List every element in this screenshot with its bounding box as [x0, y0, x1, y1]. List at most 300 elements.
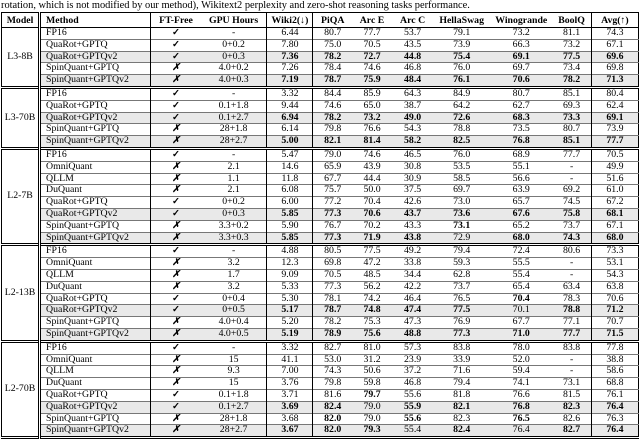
metric-value: 68.3: [490, 112, 552, 124]
model-group-label: L2-13B: [2, 245, 40, 341]
cross-icon: ✗: [151, 173, 201, 185]
gpu-hours-value: 0.1+1.8: [201, 389, 267, 401]
method-name: FP16: [40, 148, 151, 161]
table-row: [2, 293, 639, 305]
metric-value: 77.2: [313, 197, 352, 209]
metric-value: 43.5: [392, 39, 433, 51]
metric-value: 42.6: [392, 197, 433, 209]
cross-icon: ✗: [151, 161, 201, 173]
metric-value: 31.2: [352, 354, 392, 366]
check-icon: ✓: [151, 208, 201, 220]
gpu-hours-value: 0+0.4: [201, 293, 267, 305]
metric-value: 69.1: [591, 112, 638, 124]
gpu-hours-value: 0.1+1.8: [201, 100, 267, 112]
metric-value: 68.0: [591, 232, 638, 245]
metric-value: 69.7: [433, 185, 490, 197]
metric-value: 47.4: [392, 305, 433, 317]
gpu-hours-value: 4.0+0.5: [201, 328, 267, 341]
metric-value: 77.8: [606, 341, 624, 353]
column-header-arc-c: Arc C: [392, 13, 433, 28]
table-row: [2, 63, 639, 75]
metric-value: 78.7: [313, 305, 352, 317]
metric-value: 76.7: [313, 220, 352, 232]
metric-value: 68.9: [512, 148, 530, 160]
metric-value: 78.8: [552, 305, 591, 317]
metric-value: 34.4: [392, 269, 433, 281]
metric-value: 11.8: [267, 173, 313, 185]
metric-value: 62.4: [591, 100, 638, 112]
cross-icon: ✗: [151, 185, 201, 197]
table-row: [2, 75, 639, 88]
metric-value: 47.3: [392, 317, 433, 329]
check-icon: ✓: [172, 342, 180, 353]
metric-value: 69.8: [313, 258, 352, 270]
gpu-hours-value: 1.1: [201, 173, 267, 185]
model-group: [2, 148, 639, 244]
cross-icon: ✗: [151, 220, 201, 232]
metric-value: 50.6: [352, 366, 392, 378]
metric-value: 72.7: [352, 51, 392, 63]
metric-value: 78.8: [433, 124, 490, 136]
metric-value: 49.9: [591, 161, 638, 173]
metric-value: 63.4: [552, 281, 591, 293]
metric-value: 65.2: [490, 220, 552, 232]
metric-value: 59.4: [490, 366, 552, 378]
metric-value: 69.6: [591, 51, 638, 63]
metric-value: 3.76: [267, 378, 313, 390]
metric-value: 78.2: [313, 112, 352, 124]
table-row: [2, 100, 639, 112]
metric-value: 65.7: [490, 197, 552, 209]
table-row: [2, 328, 639, 341]
metric-value: 73.2: [352, 112, 392, 124]
metric-value: 75.8: [552, 208, 591, 220]
metric-value: 77.3: [313, 232, 352, 245]
metric-value: 76.9: [433, 317, 490, 329]
metric-value: 71.2: [591, 305, 638, 317]
gpu-hours-value: 1.7: [201, 269, 267, 281]
cross-icon: ✗: [151, 378, 201, 390]
metric-value: 43.7: [392, 208, 433, 220]
metric-value: 30.9: [392, 173, 433, 185]
metric-value: 63.9: [490, 185, 552, 197]
metric-value: 77.3: [313, 281, 352, 293]
method-name: QuaRot+GPTQv2: [40, 51, 151, 63]
method-name: SpinQuant+GPTQ: [40, 63, 151, 75]
method-name: QLLM: [40, 269, 151, 281]
metric-value: 79.0: [352, 413, 392, 425]
gpu-hours-value: 4.0+0.4: [201, 317, 267, 329]
model-group: [2, 28, 639, 88]
metric-value: 6.94: [267, 112, 313, 124]
metric-value: 79.8: [313, 378, 352, 390]
metric-value: 78.2: [552, 75, 591, 88]
table-row: [2, 28, 639, 40]
metric-value: 58.2: [392, 136, 433, 149]
method-name: DuQuant: [40, 185, 151, 197]
metric-value: 65.0: [352, 100, 392, 112]
metric-value: 79.7: [352, 389, 392, 401]
gpu-hours-value: 28+1.8: [201, 413, 267, 425]
table-row: [2, 389, 639, 401]
cross-icon: ✗: [151, 317, 201, 329]
metric-value: 5.47: [267, 148, 313, 161]
metric-value: 80.5: [324, 245, 342, 257]
metric-value: 73.1: [433, 220, 490, 232]
metric-value: 73.7: [433, 281, 490, 293]
metric-value: 5.20: [267, 317, 313, 329]
metric-value: 77.7: [591, 136, 638, 149]
gpu-hours-value: 3.3+0.3: [201, 232, 267, 245]
metric-value: 62.7: [490, 100, 552, 112]
metric-value: 12.3: [267, 258, 313, 270]
metric-value: 69.7: [490, 63, 552, 75]
column-header-hellaswag: HellaSwag: [433, 13, 490, 28]
metric-value: 80.7: [324, 27, 342, 38]
metric-value: 68.0: [490, 232, 552, 245]
metric-value: 75.9: [352, 75, 392, 88]
metric-value: 67.6: [490, 208, 552, 220]
check-icon: ✓: [151, 51, 201, 63]
metric-value: 82.4: [433, 425, 490, 438]
metric-value: 77.5: [433, 305, 490, 317]
metric-value: -: [552, 161, 591, 173]
method-name: SpinQuant+GPTQv2: [40, 232, 151, 245]
metric-value: 82.0: [313, 425, 352, 438]
model-group-label: L2-7B: [2, 148, 40, 244]
method-name: QuaRot+GPTQ: [40, 389, 151, 401]
metric-value: 55.5: [490, 258, 552, 270]
table-row: [2, 354, 639, 366]
metric-value: 38.7: [392, 100, 433, 112]
metric-value: 9.09: [267, 269, 313, 281]
metric-value: 33.9: [433, 354, 490, 366]
metric-value: 3.71: [267, 389, 313, 401]
method-name: QLLM: [40, 366, 151, 378]
metric-value: 56.2: [352, 281, 392, 293]
metric-value: 73.5: [490, 124, 552, 136]
metric-value: 73.9: [433, 39, 490, 51]
metric-value: 70.2: [352, 220, 392, 232]
metric-value: 81.6: [313, 389, 352, 401]
metric-value: 84.9: [453, 87, 471, 99]
gpu-hours-value: -: [201, 28, 267, 40]
metric-value: 70.5: [313, 269, 352, 281]
metric-value: 44.8: [392, 51, 433, 63]
metric-value: 55.6: [392, 389, 433, 401]
metric-value: 71.6: [433, 366, 490, 378]
metric-value: 70.4: [352, 197, 392, 209]
metric-value: 75.4: [433, 51, 490, 63]
gpu-hours-value: 28+1.8: [201, 124, 267, 136]
metric-value: 73.2: [512, 27, 530, 38]
metric-value: 74.6: [363, 148, 381, 160]
metric-value: 37.5: [392, 185, 433, 197]
cross-icon: ✗: [151, 425, 201, 438]
check-icon: ✓: [151, 293, 201, 305]
metric-value: 70.6: [490, 75, 552, 88]
check-icon: ✓: [151, 305, 201, 317]
table-row: [2, 425, 639, 438]
metric-value: 53.5: [433, 161, 490, 173]
metric-value: 80.7: [512, 87, 530, 99]
metric-value: 76.1: [433, 75, 490, 88]
method-name: OmniQuant: [40, 354, 151, 366]
method-name: DuQuant: [40, 378, 151, 390]
cross-icon: ✗: [151, 124, 201, 136]
metric-value: 54.3: [591, 269, 638, 281]
cross-icon: ✗: [151, 232, 201, 245]
method-name: QuaRot+GPTQ: [40, 293, 151, 305]
table-header: [2, 13, 639, 28]
metric-value: 71.9: [352, 232, 392, 245]
column-header-boolq: BoolQ: [552, 13, 591, 28]
metric-value: 78.7: [313, 75, 352, 88]
metric-value: 7.19: [267, 75, 313, 88]
method-name: SpinQuant+GPTQv2: [40, 328, 151, 341]
metric-value: 6.44: [267, 28, 313, 40]
metric-value: 73.0: [433, 197, 490, 209]
metric-value: -: [552, 366, 591, 378]
metric-value: 65.4: [490, 281, 552, 293]
metric-value: 73.2: [552, 39, 591, 51]
metric-value: 78.0: [512, 341, 530, 353]
check-icon: ✓: [151, 39, 201, 51]
method-name: OmniQuant: [40, 161, 151, 173]
metric-value: 5.33: [267, 281, 313, 293]
metric-value: 5.00: [267, 136, 313, 149]
metric-value: 52.0: [490, 354, 552, 366]
gpu-hours-value: 0+0.5: [201, 305, 267, 317]
method-name: DuQuant: [40, 281, 151, 293]
metric-value: 3.67: [267, 425, 313, 438]
metric-value: 75.6: [352, 328, 392, 341]
metric-value: 63.8: [591, 281, 638, 293]
check-icon: ✓: [151, 197, 201, 209]
metric-value: 57.3: [404, 341, 422, 353]
metric-value: 62.8: [433, 269, 490, 281]
metric-value: 70.5: [352, 39, 392, 51]
metric-value: 74.6: [313, 100, 352, 112]
metric-value: 55.6: [392, 413, 433, 425]
check-icon: ✓: [172, 28, 180, 38]
table-row: [2, 173, 639, 185]
gpu-hours-value: 15: [201, 354, 267, 366]
metric-value: 50.0: [352, 185, 392, 197]
metric-value: 81.4: [352, 136, 392, 149]
metric-value: 73.7: [552, 220, 591, 232]
cross-icon: ✗: [151, 269, 201, 281]
column-header-method: Method: [40, 13, 151, 28]
metric-value: 73.3: [606, 245, 624, 257]
metric-value: 37.2: [392, 366, 433, 378]
gpu-hours-value: 2.1: [201, 185, 267, 197]
table-row: [2, 136, 639, 149]
metric-value: 69.2: [552, 185, 591, 197]
metric-value: 74.8: [352, 305, 392, 317]
gpu-hours-value: 3.2: [201, 281, 267, 293]
gpu-hours-value: 9.3: [201, 366, 267, 378]
gpu-hours-value: -: [201, 341, 267, 354]
metric-value: 64.3: [404, 87, 422, 99]
method-name: QuaRot+GPTQv2: [40, 401, 151, 413]
gpu-hours-value: 3.2: [201, 258, 267, 270]
metric-value: 78.2: [313, 317, 352, 329]
metric-value: 55.4: [392, 425, 433, 438]
metric-value: 66.3: [490, 39, 552, 51]
gpu-hours-value: 4.0+0.3: [201, 75, 267, 88]
metric-value: 46.8: [392, 63, 433, 75]
method-name: FP16: [40, 87, 151, 100]
gpu-hours-value: 15: [201, 378, 267, 390]
gpu-hours-value: 2.1: [201, 161, 267, 173]
method-name: FP16: [40, 341, 151, 354]
metric-value: 38.8: [591, 354, 638, 366]
metric-value: 67.7: [490, 317, 552, 329]
check-icon: ✓: [151, 100, 201, 112]
metric-value: 76.1: [591, 389, 638, 401]
metric-value: 76.0: [453, 148, 471, 160]
table-row: [2, 378, 639, 390]
metric-value: 79.4: [433, 378, 490, 390]
metric-value: 5.19: [267, 328, 313, 341]
table-row: [2, 112, 639, 124]
metric-value: 81.1: [552, 28, 591, 40]
metric-value: 84.4: [324, 87, 342, 99]
metric-value: 82.7: [552, 425, 591, 438]
gpu-hours-value: 0+0.2: [201, 197, 267, 209]
cross-icon: ✗: [151, 354, 201, 366]
results-table: [1, 12, 639, 439]
gpu-hours-value: 0+0.3: [201, 208, 267, 220]
metric-value: 82.7: [324, 341, 342, 353]
metric-value: 85.1: [552, 136, 591, 149]
method-name: FP16: [40, 28, 151, 40]
metric-value: -: [552, 354, 591, 366]
table-row: [2, 148, 639, 161]
metric-value: 69.3: [552, 100, 591, 112]
method-name: SpinQuant+GPTQ: [40, 317, 151, 329]
metric-value: 82.3: [552, 401, 591, 413]
gpu-hours-value: 0.1+2.7: [201, 401, 267, 413]
metric-value: 72.4: [512, 245, 530, 257]
metric-value: 73.3: [552, 112, 591, 124]
metric-value: 82.5: [433, 136, 490, 149]
metric-value: 82.4: [313, 401, 352, 413]
model-group: [2, 245, 639, 341]
metric-value: 77.7: [363, 27, 381, 38]
metric-value: 78.4: [313, 63, 352, 75]
metric-value: 70.1: [490, 305, 552, 317]
gpu-hours-value: 0+0.2: [201, 39, 267, 51]
metric-value: 79.4: [453, 245, 471, 257]
method-name: SpinQuant+GPTQv2: [40, 425, 151, 438]
metric-value: 73.1: [552, 378, 591, 390]
metric-value: 5.85: [267, 208, 313, 220]
method-name: QuaRot+GPTQv2: [40, 112, 151, 124]
table-row: [2, 197, 639, 209]
metric-value: 70.6: [591, 293, 638, 305]
metric-value: 77.5: [363, 245, 381, 257]
metric-value: 74.3: [313, 366, 352, 378]
metric-value: 43.9: [352, 161, 392, 173]
metric-value: 58.5: [433, 173, 490, 185]
metric-value: 79.8: [313, 124, 352, 136]
method-name: SpinQuant+GPTQ: [40, 124, 151, 136]
metric-value: -: [552, 173, 591, 185]
metric-value: 78.2: [313, 51, 352, 63]
metric-value: 33.8: [392, 258, 433, 270]
table-row: [2, 220, 639, 232]
metric-value: 14.6: [267, 161, 313, 173]
method-name: QuaRot+GPTQ: [40, 100, 151, 112]
metric-value: 47.2: [352, 258, 392, 270]
metric-value: 56.6: [490, 173, 552, 185]
metric-value: 71.0: [490, 328, 552, 341]
metric-value: 80.7: [552, 124, 591, 136]
metric-value: 78.3: [552, 293, 591, 305]
metric-value: 73.6: [433, 208, 490, 220]
cross-icon: ✗: [151, 258, 201, 270]
metric-value: 73.9: [591, 124, 638, 136]
check-icon: ✓: [151, 112, 201, 124]
metric-value: 67.1: [591, 39, 638, 51]
gpu-hours-value: 28+2.7: [201, 425, 267, 438]
metric-value: 85.9: [363, 87, 381, 99]
metric-value: -: [552, 258, 591, 270]
column-header-winogrande: Winogrande: [490, 13, 552, 28]
gpu-hours-value: 28+2.7: [201, 136, 267, 149]
method-name: SpinQuant+GPTQ: [40, 220, 151, 232]
metric-value: 78.1: [313, 293, 352, 305]
metric-value: 48.5: [352, 269, 392, 281]
metric-value: 77.3: [433, 328, 490, 341]
metric-value: 46.8: [392, 378, 433, 390]
table-caption: rotation, which is not modified by our method), Wikitext2 perplexity and zero-shot reasoning tasks performance.: [1, 0, 470, 11]
metric-value: 70.7: [591, 317, 638, 329]
metric-value: 82.0: [313, 413, 352, 425]
metric-value: 5.85: [267, 232, 313, 245]
metric-value: 76.5: [433, 293, 490, 305]
metric-value: 72.6: [433, 112, 490, 124]
metric-value: 71.5: [591, 328, 638, 341]
metric-value: 75.7: [313, 185, 352, 197]
metric-value: 59.8: [352, 378, 392, 390]
metric-value: 7.36: [267, 51, 313, 63]
table-row: [2, 366, 639, 378]
table-row: [2, 281, 639, 293]
table-row: [2, 305, 639, 317]
metric-value: 3.32: [267, 87, 313, 100]
metric-value: 83.8: [552, 341, 591, 354]
metric-value: 53.0: [313, 354, 352, 366]
metric-value: 76.4: [591, 425, 638, 438]
metric-value: 53.1: [591, 258, 638, 270]
metric-value: 41.1: [267, 354, 313, 366]
header-row: [2, 13, 639, 28]
table-row: [2, 161, 639, 173]
table-row: [2, 317, 639, 329]
metric-value: 82.6: [552, 413, 591, 425]
method-name: QuaRot+GPTQ: [40, 39, 151, 51]
metric-value: 76.0: [433, 63, 490, 75]
metric-value: 77.1: [552, 317, 591, 329]
cross-icon: ✗: [151, 366, 201, 378]
metric-value: 6.14: [267, 124, 313, 136]
metric-value: 85.1: [552, 87, 591, 100]
metric-value: 72.9: [433, 232, 490, 245]
metric-value: 7.00: [267, 366, 313, 378]
